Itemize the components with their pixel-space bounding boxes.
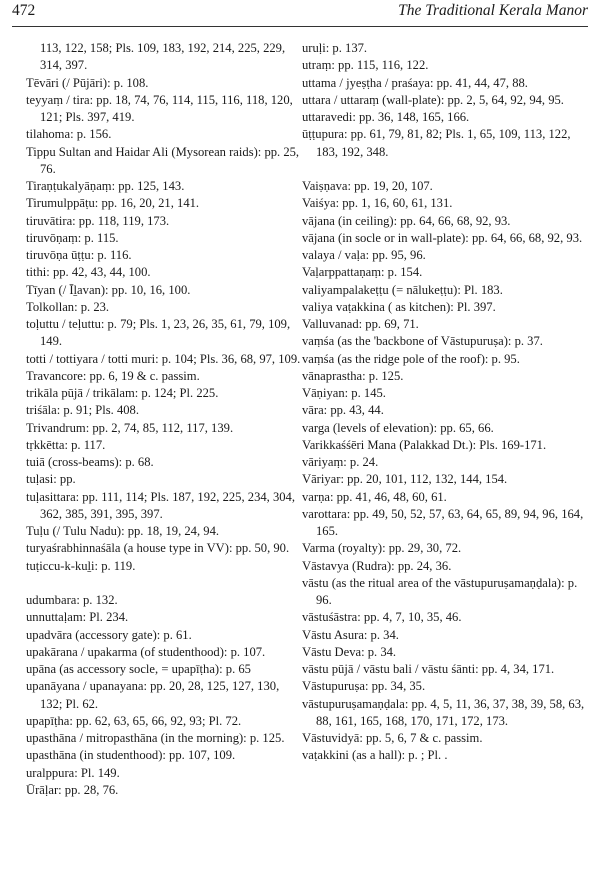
running-header [12,2,588,27]
index-entry: Tippu Sultan and Haidar Ali (Mysorean raids): pp. 25, 76. [26,144,300,176]
index-entry: tuṭiccu-k-kuḻi: p. 119. [26,558,136,573]
index-entry: uruḷi: p. 137. [302,41,368,55]
index-entry: Vāriyar: pp. 20, 101, 112, 132, 144, 154. [302,472,508,487]
index-entry: vājana (in socle or in wall-plate): pp. 64, 66, 68, 92, 93. [302,230,583,245]
index-entry: Varikkaśśēri Mana (Palakkad Dt.): Pls. 169-171. [302,437,547,452]
letter-group-gap [26,575,304,592]
index-entry: Vāstu Deva: p. 34. [302,644,397,659]
index-entry: Valluvanad: pp. 69, 71. [302,317,419,331]
index-entry: vāriyaṃ: p. 24. [302,455,379,469]
index-entry: upapīṭha: pp. 62, 63, 65, 66, 92, 93; Pl. 72. [26,713,242,728]
index-entry: Vāstuvidyā: pp. 5, 6, 7 & c. passim. [302,731,483,745]
index-entry: Tēvāri (/ Pūjāri): p. 108. [26,75,149,90]
index-entry: tithi: pp. 42, 43, 44, 100. [26,265,151,280]
index-entry: varṇa: pp. 41, 46, 48, 60, 61. [302,489,447,504]
letter-group-gap [302,161,592,178]
index-entry: Tuḷu (/ Tulu Nadu): pp. 18, 19, 24, 94. [26,524,220,538]
index-column-right [302,40,592,765]
page-number: 472 [12,2,36,19]
index-entry: vaṃśa (as the ridge pole of the roof): p. 95. [302,351,520,366]
index-column-left [26,40,304,799]
index-entry: valiya vaṭakkina ( as kitchen): Pl. 397. [302,299,496,314]
index-entry: vāstu (as the ritual area of the vāstupuruṣamaṇḍala): p. 96. [302,575,578,607]
index-entry: uttara / uttaraṃ (wall-plate): pp. 2, 5, 64, 92, 94, 95. [302,92,564,107]
index-entry: Vāstupuruṣa: pp. 34, 35. [302,679,426,694]
index-entry: Tīyan (/ Īḻavan): pp. 10, 16, 100. [26,282,191,297]
index-entry: varga (levels of elevation): pp. 65, 66. [302,420,494,435]
index-entry: vāstuśāstra: pp. 4, 7, 10, 35, 46. [302,610,462,625]
index-entry: Vaḷarppattaṇaṃ: p. 154. [302,265,423,280]
index-entry: trikāla pūjā / trikālam: p. 124; Pl. 225. [26,386,219,400]
index-entry: upadvāra (accessory gate): p. 61. [26,627,192,642]
index-entry: toḷuttu / teḷuttu: p. 79; Pls. 1, 23, 26, 35, 61, 79, 109, 149. [26,317,291,349]
index-entry: upanāyana / upanayana: pp. 20, 28, 125, 127, 130, 132; Pl. 62. [26,679,280,711]
index-entry: valiyampalakeṭṭu (= nālukeṭṭu): Pl. 183. [302,282,503,297]
index-entry: vāstu pūjā / vāstu bali / vāstu śānti: pp. 4, 34, 171. [302,662,555,676]
index-entry: tuiā (cross-beams): p. 68. [26,455,154,469]
index-entry: Vāṇiyan: p. 145. [302,386,386,400]
index-entry: Varma (royalty): pp. 29, 30, 72. [302,541,462,556]
index-entry: Vāstavya (Rudra): pp. 24, 36. [302,558,452,573]
index-entry: tuḷasi: pp. [26,472,76,487]
index-entry: upasthāna (in studenthood): pp. 107, 109. [26,748,236,763]
index-entry: vaṭakkini (as a hall): p. ; Pl. . [302,748,448,763]
index-entry: Tiraṇṭukalyāṇaṃ: pp. 125, 143. [26,179,185,193]
index-entry: uralppura: Pl. 149. [26,765,120,780]
index-entry: udumbara: p. 132. [26,593,118,607]
index-entry: Ūrāḷar: pp. 28, 76. [26,782,119,797]
index-entry: Trivandrum: pp. 2, 74, 85, 112, 117, 139. [26,420,234,435]
index-entry: upāna (as accessory socle, = upapīṭha): p. 65 [26,662,251,676]
index-entry: vāstupuruṣamaṇḍala: pp. 4, 5, 11, 36, 37, 38, 39, 58, 63, 88, 161, 165, 168, 170, 171, 172, 173. [302,696,585,728]
index-entry: uttaravedi: pp. 36, 148, 165, 166. [302,110,470,124]
running-title: The Traditional Kerala Manor [398,2,588,19]
index-entry: Tirumulppāṭu: pp. 16, 20, 21, 141. [26,196,200,211]
index-entry: unnuttaḷam: Pl. 234. [26,610,129,625]
index-entry: vāra: pp. 43, 44. [302,403,384,418]
index-entry: utraṃ: pp. 115, 116, 122. [302,58,429,73]
index-entry: 113, 122, 158; Pls. 109, 183, 192, 214, 225, 229, 314, 397. [40,41,286,73]
index-entry: Vāstu Asura: p. 34. [302,627,399,642]
index-entry: teyyaṃ / tira: pp. 18, 74, 76, 114, 115, 116, 118, 120, 121; Pls. 397, 419. [26,92,293,124]
index-entry: tiruvōṇa ūṭṭu: p. 116. [26,248,132,262]
index-entry: vaṃśa (as the 'backbone of Vāstupuruṣa): p. 37. [302,334,543,349]
index-entry: valaya / vaḷa: pp. 95, 96. [302,248,426,262]
index-entry: upakārana / upakarma (of studenthood): p. 107. [26,644,266,659]
index-entry: Travancore: pp. 6, 19 & c. passim. [26,368,200,383]
index-entry: uttama / jyeṣṭha / praśaya: pp. 41, 44, 47, 88. [302,75,528,90]
index-entry: tilahoma: p. 156. [26,127,112,142]
index-entry: Vaiśya: pp. 1, 16, 60, 61, 131. [302,196,453,211]
index-entry: ūṭṭupura: pp. 61, 79, 81, 82; Pls. 1, 65, 109, 113, 122, 183, 192, 348. [302,127,571,159]
index-entry: tiruvātira: pp. 118, 119, 173. [26,213,170,228]
index-entry: tṛkkētta: p. 117. [26,437,106,452]
index-entry: totti / tottiyara / totti muri: p. 104; Pls. 36, 68, 97, 109. [26,351,301,366]
index-entry: varottara: pp. 49, 50, 52, 57, 63, 64, 65, 89, 94, 96, 164, 165. [302,506,584,538]
index-entry: triśāla: p. 91; Pls. 408. [26,403,139,418]
index-entry: tuḷasittara: pp. 111, 114; Pls. 187, 192, 225, 234, 304, 362, 385, 391, 395, 397. [26,489,296,521]
index-entry: Tolkollan: p. 23. [26,299,110,314]
index-entry: vājana (in ceiling): pp. 64, 66, 68, 92, 93. [302,213,511,228]
index-entry: upasthāna / mitropasthāna (in the morning): p. 125. [26,731,285,745]
index-entry: turyaśrabhinnaśāla (a house type in VV): pp. 50, 90. [26,541,290,556]
index-entry: vānaprastha: p. 125. [302,368,404,383]
index-entry: Vaiṣṇava: pp. 19, 20, 107. [302,179,433,193]
index-entry: tiruvōṇaṃ: p. 115. [26,230,119,245]
